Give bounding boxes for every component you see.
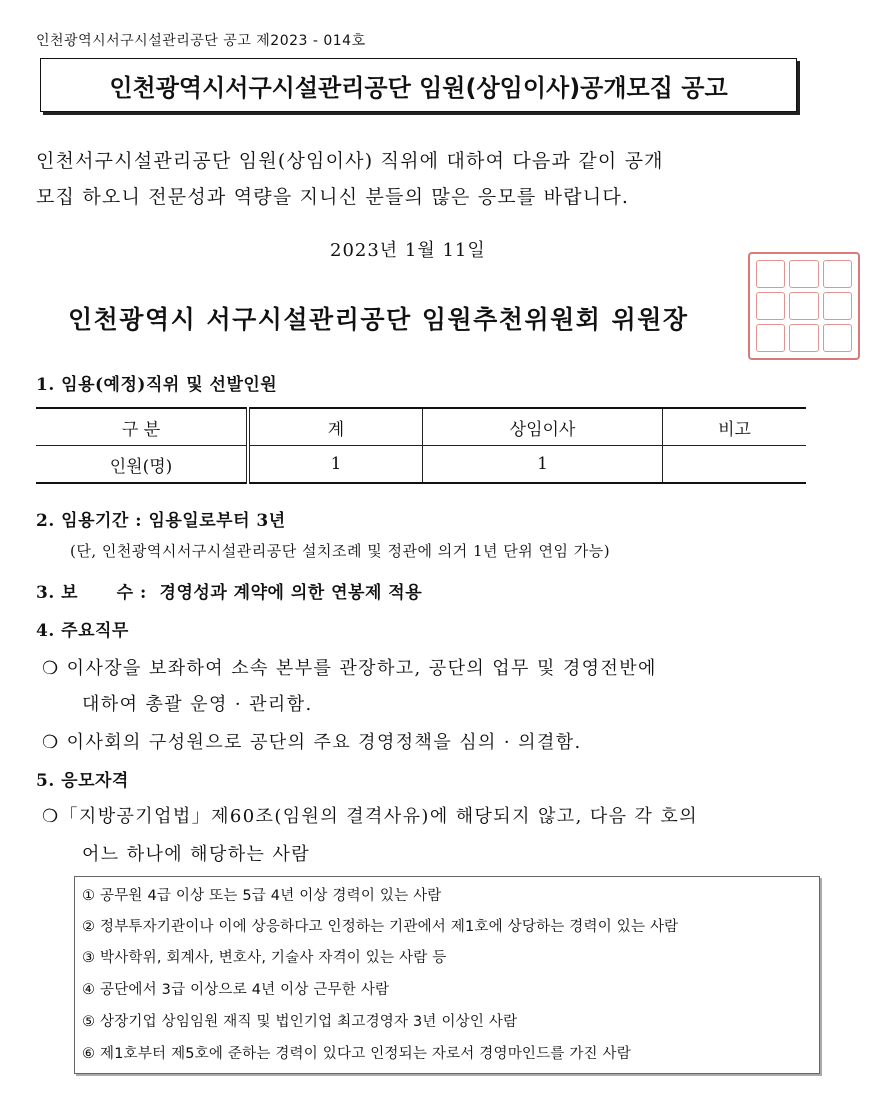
table-header-cell: 상임이사 <box>423 408 663 446</box>
duty-item-1: ❍ 이사장을 보좌하여 소속 본부를 관장하고, 공단의 업무 및 경영전반에 <box>42 658 657 679</box>
section-3-title: 3. 보 수 : 경영성과 계약에 의한 연봉제 적용 <box>36 583 423 603</box>
table-cell: 인원(명) <box>36 446 248 484</box>
intro-line-2: 모집 하오니 전문성과 역량을 지니신 분들의 많은 응모를 바랍니다. <box>36 186 630 208</box>
official-seal-stamp <box>748 252 860 360</box>
section-2-title: 2. 임용기간 : 임용일로부터 3년 <box>36 511 286 531</box>
table-row <box>36 446 806 484</box>
list-item: ⑤ 상장기업 상임임원 재직 및 법인기업 최고경영자 3년 이상인 사람 <box>82 1014 518 1030</box>
recruitment-table <box>36 407 806 484</box>
table-header-cell: 비고 <box>663 408 807 446</box>
notice-date: 2023년 1월 11일 <box>330 240 486 261</box>
document-title: 인천광역시서구시설관리공단 임원(상임이사)공개모집 공고 <box>40 58 797 112</box>
section-2-note: (단, 인천광역시서구시설관리공단 설치조례 및 정관에 의거 1년 단위 연임 가능) <box>70 542 611 560</box>
section-5-title: 5. 응모자격 <box>36 771 129 791</box>
table-header-cell: 계 <box>248 408 423 446</box>
list-item: ① 공무원 4급 이상 또는 5급 4년 이상 경력이 있는 사람 <box>82 888 442 904</box>
table-cell <box>663 446 807 484</box>
notice-number: 인천광역시서구시설관리공단 공고 제2023 - 014호 <box>36 33 366 49</box>
section-1-title: 1. 임용(예정)직위 및 선발인원 <box>36 375 278 395</box>
list-item: ④ 공단에서 3급 이상으로 4년 이상 근무한 사람 <box>82 982 390 998</box>
list-item: ③ 박사학위, 회계사, 변호사, 기술사 자격이 있는 사람 등 <box>82 950 447 966</box>
table-cell: 1 <box>423 446 663 484</box>
intro-line-1: 인천서구시설관리공단 임원(상임이사) 직위에 대하여 다음과 같이 공개 <box>36 150 664 172</box>
duty-item-1-continued: 대하여 총괄 운영 · 관리함. <box>82 694 313 715</box>
table-header-cell: 구 분 <box>36 408 248 446</box>
qualification-lead-1: ❍「지방공기업법」제60조(임원의 결격사유)에 해당되지 않고, 다음 각 호의 <box>42 806 699 827</box>
chairman-signature: 인천광역시 서구시설관리공단 임원추천위원회 위원장 <box>68 305 689 334</box>
qualification-lead-2: 어느 하나에 해당하는 사람 <box>82 844 311 865</box>
list-item: ⑥ 제1호부터 제5호에 준하는 경력이 있다고 인정되는 자로서 경영마인드를 가진 사람 <box>82 1046 631 1062</box>
list-item: ② 정부투자기관이나 이에 상응하다고 인정하는 기관에서 제1호에 상당하는 경력이 있는 사람 <box>82 919 679 935</box>
duty-item-2: ❍ 이사회의 구성원으로 공단의 주요 경영정책을 심의 · 의결함. <box>42 732 582 753</box>
table-header-row <box>36 408 806 446</box>
table-cell: 1 <box>248 446 423 484</box>
section-4-title: 4. 주요직무 <box>36 621 129 641</box>
